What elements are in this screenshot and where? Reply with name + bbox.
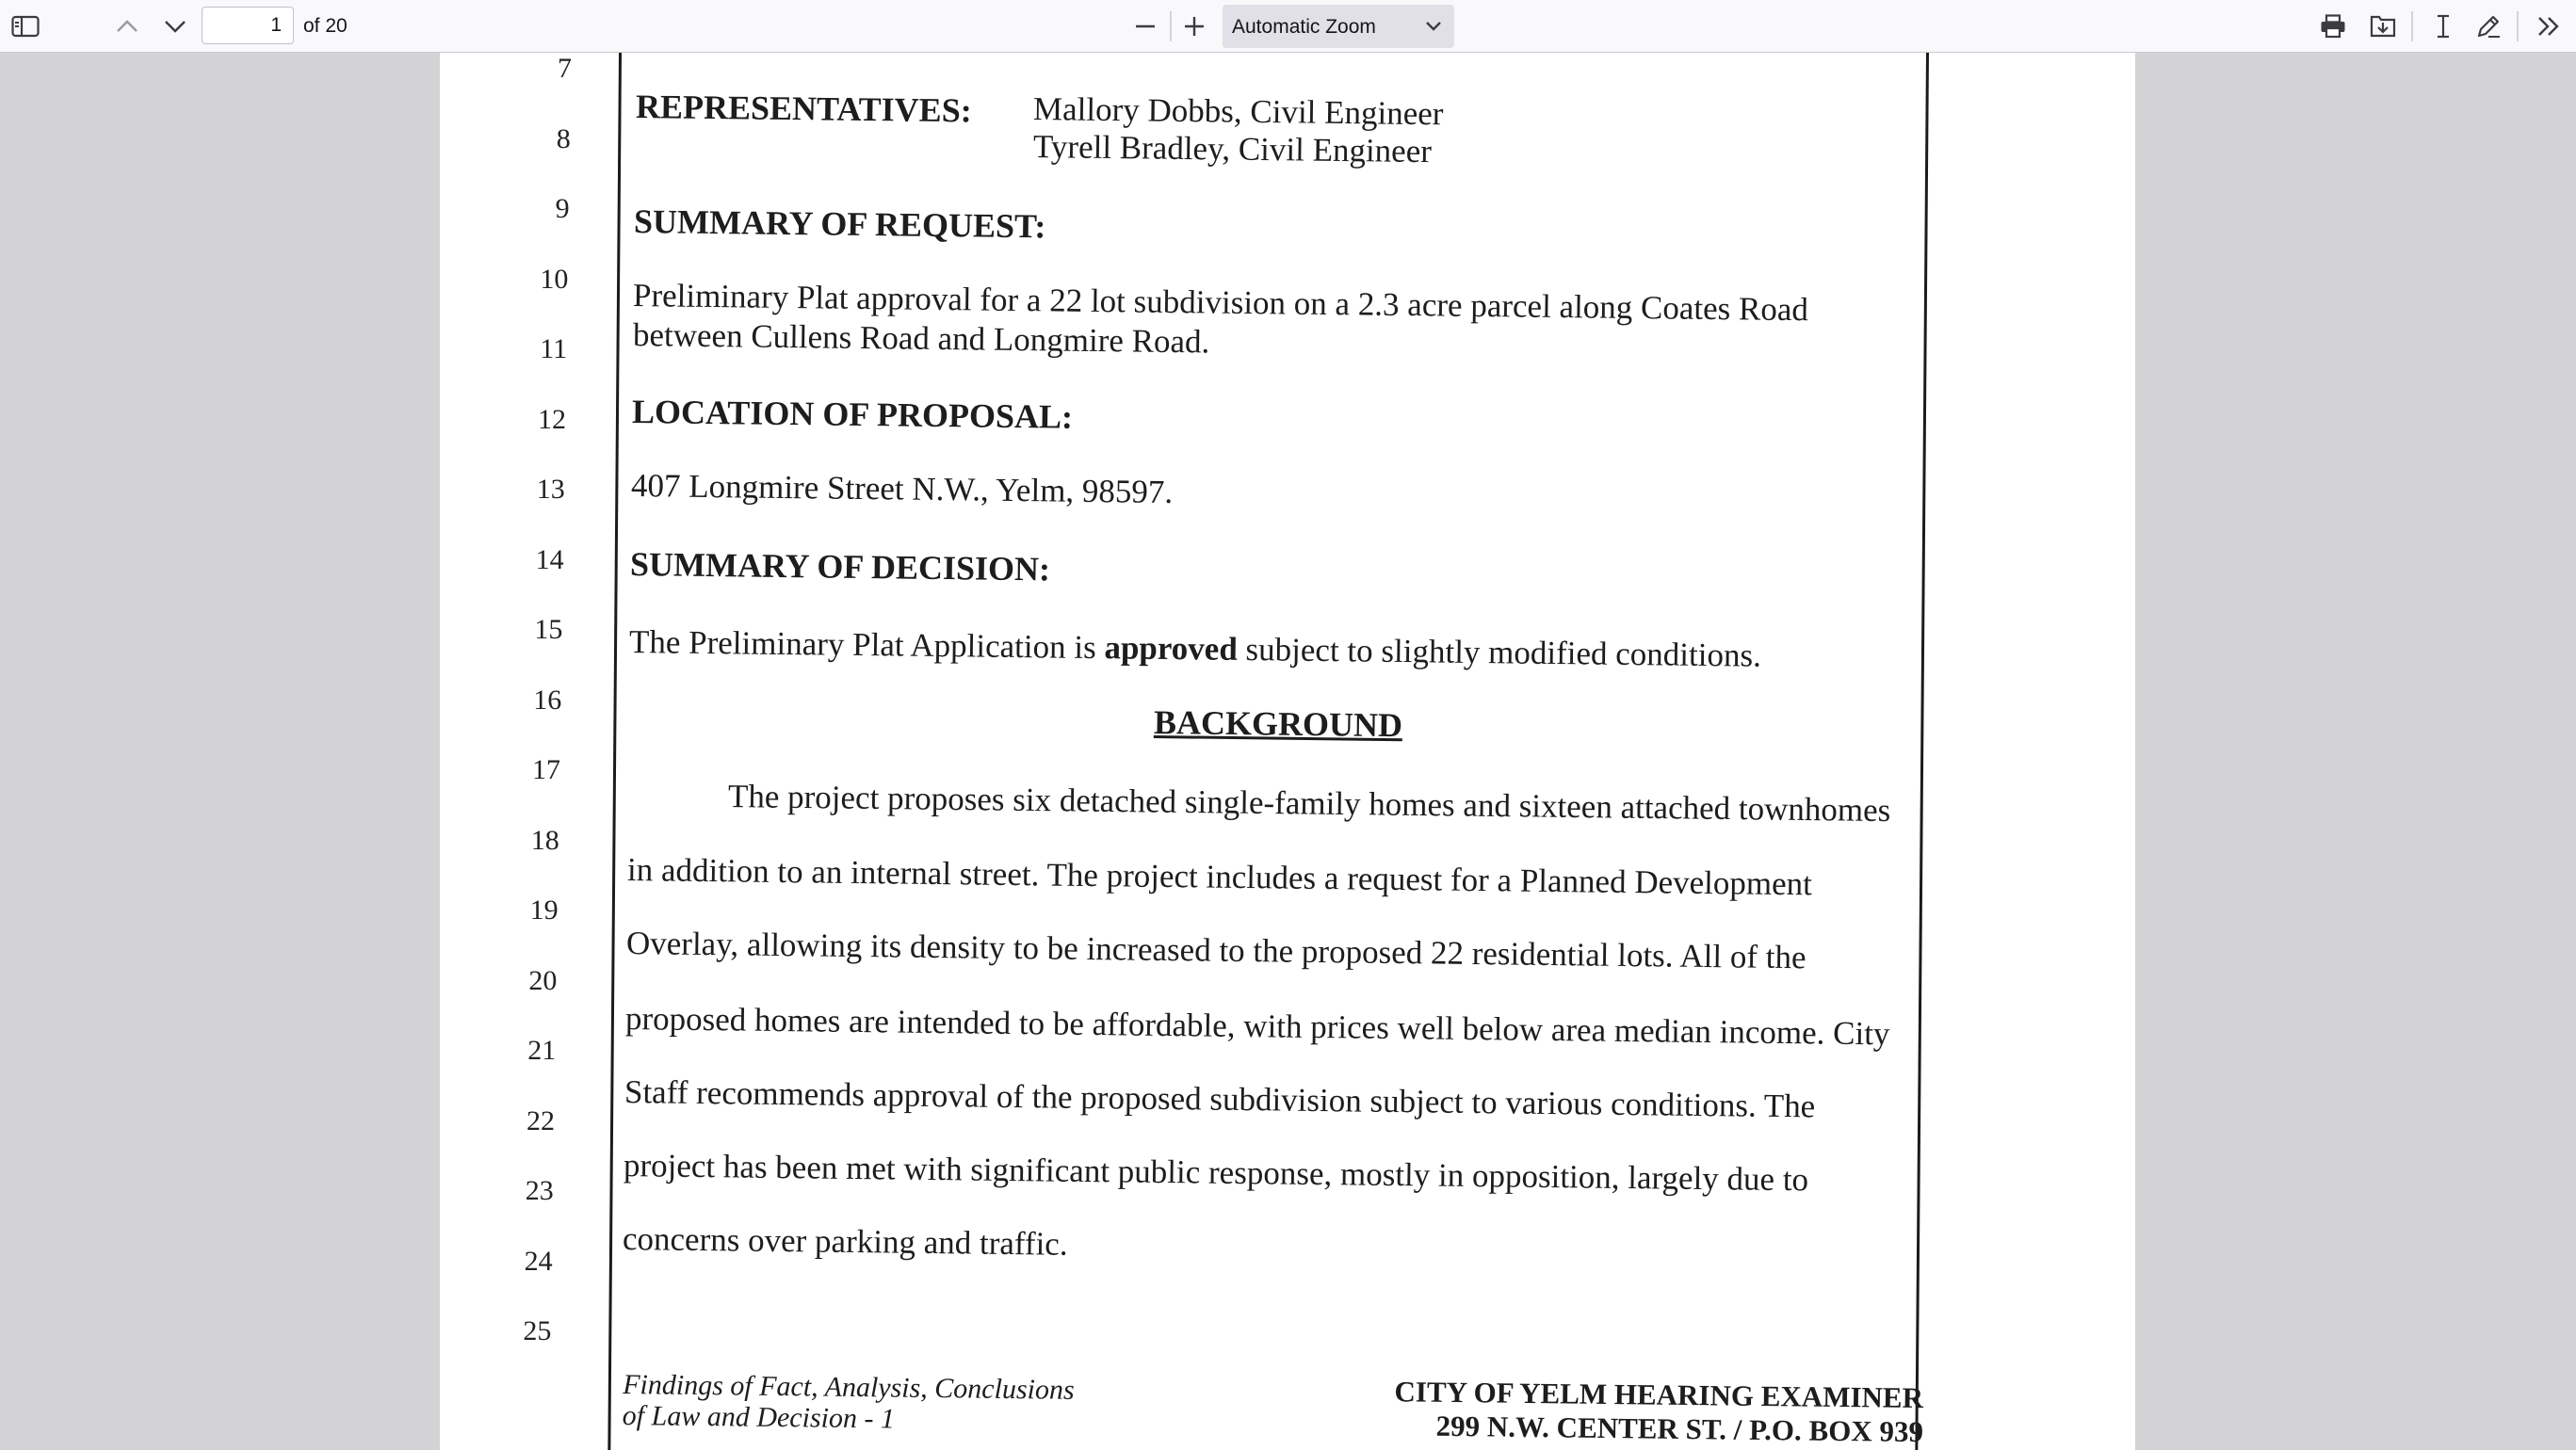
line-number: 18 [530,824,559,856]
page-number-input[interactable] [202,7,294,44]
toolbar-separator [2517,11,2519,41]
line-number: 24 [524,1245,553,1277]
page-count-label: of 20 [303,15,348,37]
line-number: 25 [523,1315,552,1346]
line-number: 19 [529,894,559,926]
next-page-button[interactable] [154,8,196,45]
chevron-up-icon [116,19,138,34]
background-heading: BACKGROUND [1153,703,1403,745]
line-number: 12 [538,403,566,435]
footer-right-line-1: CITY OF YELM HEARING EXAMINER [1394,1375,1924,1415]
print-button[interactable] [2312,8,2354,45]
location-text: 407 Longmire Street N.W., Yelm, 98597. [630,467,1174,511]
decision-text: The Preliminary Plat Application is approved subject to slightly modified conditions. [628,623,1762,674]
line-number: 10 [540,263,569,295]
representative-1: Mallory Dobbs, Civil Engineer [1032,90,1444,133]
summary-request-line-2: between Cullens Road and Longmire Road. [632,316,1210,361]
line-number: 16 [533,684,562,716]
background-line-3: Overlay, allowing its density to be increased to the proposed 22 residential lots. All of the [625,925,1806,976]
previous-page-button[interactable] [106,8,148,45]
line-number: 14 [535,543,564,575]
line-number: 21 [527,1035,557,1066]
line-number: 17 [532,754,560,785]
background-line-7: concerns over parking and traffic. [622,1220,1068,1263]
line-number: 15 [534,614,563,645]
representative-2: Tyrell Bradley, Civil Engineer [1032,128,1433,170]
footer-right-line-2: 299 N.W. CENTER ST. / P.O. BOX 939 [1435,1409,1924,1449]
zoom-out-button[interactable] [1125,8,1166,45]
line-number: 7 [558,53,572,84]
save-button[interactable] [2362,8,2404,45]
line-number: 22 [527,1104,555,1136]
more-tools-button[interactable] [2528,8,2569,45]
line-number: 20 [528,964,558,996]
background-line-1: The project proposes six detached single-family homes and sixteen attached townhomes [727,778,1891,830]
plus-icon [1183,15,1206,38]
location-heading: LOCATION OF PROPOSAL: [631,393,1074,436]
pdf-toolbar [0,0,2576,53]
line-number: 23 [525,1175,554,1206]
summary-decision-heading: SUMMARY OF DECISION: [629,545,1051,588]
summary-request-line-1: Preliminary Plat approval for a 22 lot subdivision on a 2.3 acre parcel along Coates Road [632,277,1809,329]
toolbar-separator [1170,11,1172,41]
pdf-page [440,53,2135,1450]
text-cursor-icon [2434,13,2453,40]
footer-left: Findings of Fact, Analysis, Conclusions of Law and Decision - 1 [622,1369,1075,1435]
line-number: 11 [540,333,568,364]
draw-tool-button[interactable] [2468,8,2509,45]
zoom-select[interactable] [1223,5,1454,48]
line-number: 13 [536,474,565,505]
background-line-4: proposed homes are intended to be affordable, with prices well below area median income. City [624,1000,1890,1053]
line-number: 9 [555,193,570,224]
representatives-heading: REPRESENTATIVES: [635,88,972,130]
pen-icon [2475,13,2502,40]
zoom-in-button[interactable] [1174,8,1215,45]
chevron-down-icon [164,19,186,34]
decision-status: approved [1104,629,1239,668]
chevron-down-icon [1424,17,1443,40]
download-icon [2369,14,2397,39]
background-line-2: in addition to an internal street. The project includes a request for a Planned Development [626,851,1813,903]
right-margin-rule [1915,53,1929,1450]
background-line-6: project has been met with significant public response, mostly in opposition, largely due to [623,1147,1809,1199]
toolbar-separator [2411,11,2413,41]
double-chevron-right-icon [2535,15,2562,38]
minus-icon [1134,15,1157,38]
left-margin-rule [608,53,622,1450]
printer-icon [2320,14,2346,39]
line-number: 8 [556,122,571,154]
summary-request-heading: SUMMARY OF REQUEST: [633,202,1046,246]
sidebar-toggle-button[interactable] [5,8,46,45]
sidebar-toggle-icon [11,15,40,38]
background-line-5: Staff recommends approval of the proposed subdivision subject to various conditions. The [624,1073,1816,1125]
zoom-select-value: Automatic Zoom [1232,16,1376,38]
text-tool-button[interactable] [2422,8,2464,45]
